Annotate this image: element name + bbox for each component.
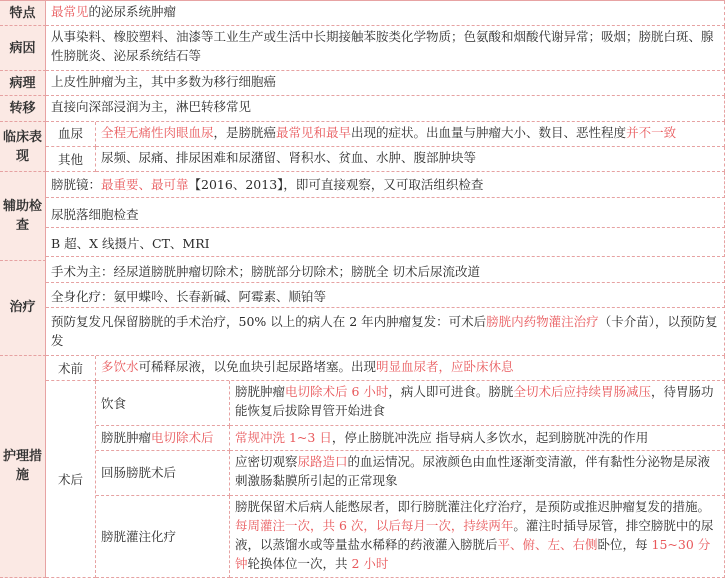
text-run: 出现的症状。出血量与肿瘤大小、数目、恶性程度 [351, 124, 627, 140]
exam-item [46, 172, 725, 198]
highlighted-text: 尿路造口 [297, 454, 348, 470]
text-run: ，待胃肠功能恢复后拔除胃管开始进食 [235, 384, 714, 419]
highlighted-text: 常规冲洗 1~3 日 [235, 430, 332, 446]
row-header-metastasis: 转移 [0, 96, 46, 121]
exam-item [46, 202, 725, 228]
highlighted-text: 平、俯、左、右侧 [497, 536, 598, 552]
row-header-nursing: 护理措施 [0, 356, 46, 578]
text-run: 的泌尿系统肿瘤 [88, 4, 177, 19]
treatment-item [46, 286, 725, 308]
highlighted-text: 最常见 [51, 4, 89, 19]
highlighted-text: 2 小时 [351, 555, 389, 571]
text-run: 卧位，每 [597, 536, 652, 552]
sub-postop: 术后 [46, 381, 96, 578]
text-run: 上皮性肿瘤为主，其中多数为移行细胞癌 [51, 73, 277, 89]
text-run: 回肠膀胱术后 [101, 465, 177, 481]
etiology-content [46, 26, 725, 70]
text-run: 的血运情况。尿液颜色由血性逐渐变清澈，伴有黏性分泌物是尿液刺激肠黏膜所引起的正常现象 [235, 454, 711, 489]
text-run: 。灌注时插导尿管，排空膀胱中的尿液，以蒸馏水或等量盐水稀释的药液灌入膀胱后 [235, 517, 714, 552]
sub-other: 其他 [46, 147, 96, 172]
text-run: 直接向深部浸润为主，淋巴转移常见 [51, 99, 252, 115]
text-run: 尿脱落细胞检查 [51, 206, 139, 222]
highlighted-text: 全切术后应持续胃肠减压 [513, 384, 651, 400]
treatment-item [46, 311, 725, 355]
text-run: 手术为主：经尿道膀胱肿瘤切除术；膀胱部分切除术；膀胱全 切术后尿流改道 [51, 263, 480, 279]
highlighted-text: 电切除术后 6 小时 [285, 384, 389, 400]
text-run: ，是膀胱癌 [213, 124, 277, 140]
highlighted-text: 多饮水 [101, 358, 139, 374]
text-run: 膀胱灌注化疗 [101, 528, 177, 544]
row-header-treatment: 治疗 [0, 261, 46, 356]
text-run: 可稀释尿液，以免血块引起尿路堵塞。出现 [138, 358, 377, 374]
sub-hematuria: 血尿 [46, 122, 96, 147]
row-header-features: 特点 [0, 1, 46, 26]
highlighted-text: 全程无痛性肉眼血尿 [101, 124, 214, 140]
postop-item-content [230, 451, 725, 495]
postop-item-name [96, 426, 230, 451]
highlighted-text: 电切除术后 [151, 430, 214, 446]
text-run: 膀胱镜： [51, 177, 102, 193]
postop-item-name [96, 451, 230, 495]
row-header-exams: 辅助检查 [0, 172, 46, 260]
exam-item [46, 231, 725, 257]
text-run: ，停止膀胱冲洗应 指导病人多饮水，起到膀胱冲洗的作用 [331, 430, 649, 446]
text-run: 膀胱肿瘤 [101, 430, 152, 446]
preop-content [96, 356, 725, 381]
postop-item-name [96, 381, 230, 425]
row-header-pathology: 病理 [0, 71, 46, 96]
row-header-clinical: 临床表现 [0, 122, 46, 173]
highlighted-text: 并不一致 [626, 124, 677, 140]
highlighted-text: 15~30 分钟 [235, 536, 711, 571]
text-run: 【2016、2013】，即可直接观察，又可取活组织检查 [188, 177, 484, 193]
text-run: 全身化疗：氨甲蝶呤、长春新碱、阿霉素、顺铂等 [51, 289, 327, 305]
other-symptoms-content [96, 147, 725, 172]
postop-item-content [230, 381, 725, 425]
text-run: 膀胱肿瘤 [235, 384, 286, 400]
text-run: 应密切观察 [235, 454, 298, 470]
sub-preop: 术前 [46, 356, 96, 381]
hematuria-content [96, 122, 725, 147]
highlighted-text: 最重要、最可靠 [101, 177, 189, 193]
text-run: 轮换体位一次，共 [247, 555, 352, 571]
metastasis-content [46, 96, 725, 121]
highlighted-text: 每周灌注一次，共 6 次，以后每月一次，持续两年 [235, 517, 514, 533]
text-run: B 超、X 线摄片、CT、MRI [51, 236, 210, 252]
text-run: 饮食 [101, 395, 127, 411]
text-run: 预防复发凡保留膀胱的手术治疗，50% 以上的病人在 2 年内肿瘤复发：可术后 [51, 314, 487, 330]
text-run: 从事染料、橡胶塑料、油漆等工业生产或生活中长期接触苯胺类化学物质；色氨酸和烟酸代谢异常；吸烟；膀胱白斑、腺性膀胱炎、泌尿系统结石等 [51, 29, 714, 64]
pathology-content [46, 71, 725, 96]
postop-item-content [230, 496, 725, 578]
postop-item-name [96, 496, 230, 578]
postop-item-content [230, 426, 725, 451]
treatment-item [46, 261, 725, 283]
row-header-etiology: 病因 [0, 26, 46, 70]
text-run: ，病人即可进食。膀胱 [388, 384, 514, 400]
text-run: 尿频、尿痛、排尿困难和尿潴留、肾积水、贫血、水肿、腹部肿块等 [101, 150, 477, 166]
highlighted-text: 膀胱内药物灌注治疗 [486, 314, 599, 330]
text-run: 膀胱保留术后病人能憋尿者，即行膀胱灌注化疗治疗，是预防或推迟肿瘤复发的措施。 [235, 498, 711, 514]
highlighted-text: 最常见和最早 [276, 124, 352, 140]
features-content [46, 1, 725, 26]
highlighted-text: 明显血尿者，应卧床休息 [376, 358, 514, 374]
text-run: （卡介苗），以预防复发 [51, 314, 718, 349]
